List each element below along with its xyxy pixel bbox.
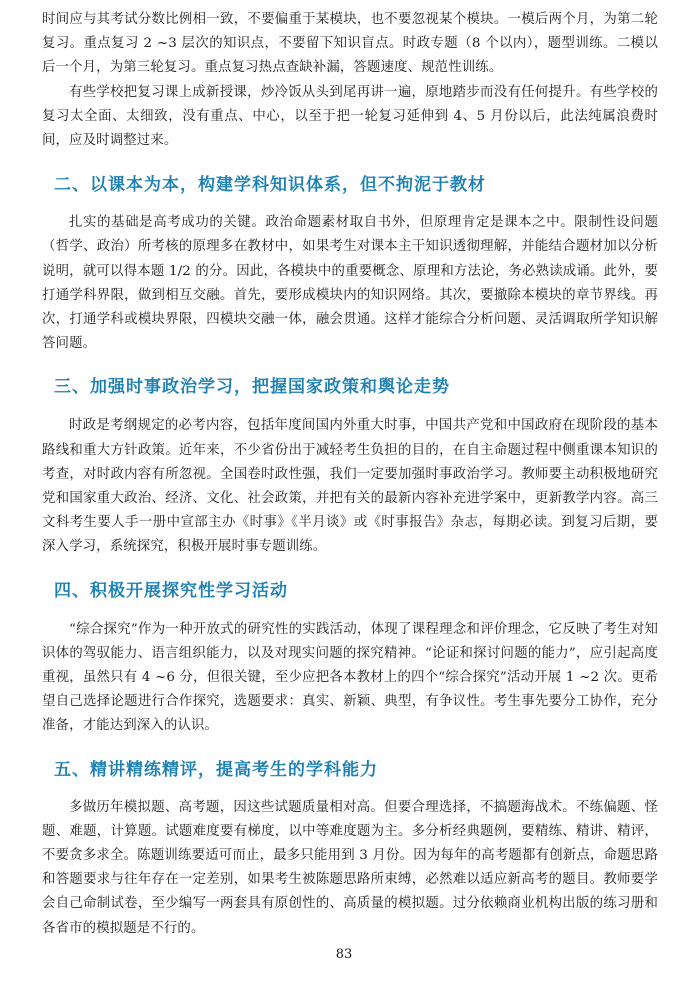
section-body-2: 扎实的基础是高考成功的关键。政治命题素材取自书外，但原理肯定是课本之中。限制性设问题（哲学、政治）所考核的原理多在教材中，如果考生对课本主干知识透彻理解，并能结合题材加以分析说明，就可以得本题 1/2 的分。因此，各模块中的重要概念、原理和方法论，务必熟读成诵。此外，要打通学科界限，做到相互交融。首先，要形成模块内的知识网络。其次，要撤除本模块的章节界线。再次，打通学科或模块界限，四模块交融一体，融会贯通。这样才能综合分析问题、灵活调取所学知识解答问题。 — [42, 215, 658, 352]
section-heading-3: 三、加强时事政治学习，把握国家政策和舆论走势 — [54, 377, 450, 398]
section-heading-2: 二、以课本为本，构建学科知识体系，但不拘泥于教材 — [54, 175, 486, 196]
section-body-5: 多做历年模拟题、高考题，因这些试题质量相对高。但要合理选择，不搞题海战术。不练偏题、怪题、难题，计算题。试题难度要有梯度，以中等难度题为主。多分析经典题例，要精练、精讲、精评，不要贪多求全。陈题训练要适可而止，最多只能用到 3 月份。因为每年的高考题都有创新点，命题思路和答题要求与往年存在一定差别，如果考生被陈题思路所束缚，必然难以适应新高考的题目。教师要学会自己命制试卷，至少编写一两套具有原创性的、高质量的模拟题。过分依赖商业机构出版的练习册和各省市的模拟题是不行的。 — [42, 799, 658, 936]
intro-paragraph-1: 时间应与其考试分数比例相一致，不要偏重于某模块，也不要忽视某个模块。一模后两个月，为第二轮复习。重点复习 2 ~3 层次的知识点，不要留下知识盲点。时政专题（8 个以内），题型训练。二模以后一个月，为第三轮复习。重点复习热点查缺补漏，答题速度、规范性训练。 — [42, 12, 658, 76]
page-number: 83 — [335, 947, 353, 962]
section-heading-4: 四、积极开展探究性学习活动 — [54, 580, 288, 601]
intro-paragraph-2: 有些学校把复习课上成新授课，炒冷饭从头到尾再讲一遍，原地踏步而没有任何提升。有些学校的复习太全面、太细致，没有重点、中心，以至于把一轮复习延伸到 4、5 月份以后，此法纯属浪费时间，应及时调整过来。 — [42, 84, 658, 149]
section-body-4: “综合探究”作为一种开放式的研究性的实践活动，体现了课程理念和评价理念，它反映了考生对知识体的驾驭能力、语言组织能力，以及对现实问题的探究精神。“论证和探讨问题的能力”，应引起高度重视，虽然只有 4 ~6 分，但很关键，至少应把各本教材上的四个“综合探究”活动开展 1 ~2 次。更希望自己选择论题进行合作探究，选题要求：真实、新颖、典型，有争议性。考生事先要分工协作，充分准备，才能达到深入的认识。 — [42, 621, 658, 734]
section-heading-5: 五、精讲精练精评，提高考生的学科能力 — [54, 759, 378, 780]
section-body-3: 时政是考纲规定的必考内容，包括年度间国内外重大时事，中国共产党和中国政府在现阶段的基本路线和重大方针政策。近年来，不少省份出于减轻考生负担的目的，在自主命题过程中侧重课本知识的考查，对时政内容有所忽视。全国卷时政性强，我们一定要加强时事政治学习。教师要主动积极地研究党和国家重大政治、经济、文化、社会政策，并把有关的最新内容补充进学案中，更新教学内容。高三文科考生要人手一册中宣部主办《时事》《半月谈》或《时事报告》杂志，每期必读。到复习后期，要深入学习，系统探究，积极开展时事专题训练。 — [42, 418, 658, 555]
